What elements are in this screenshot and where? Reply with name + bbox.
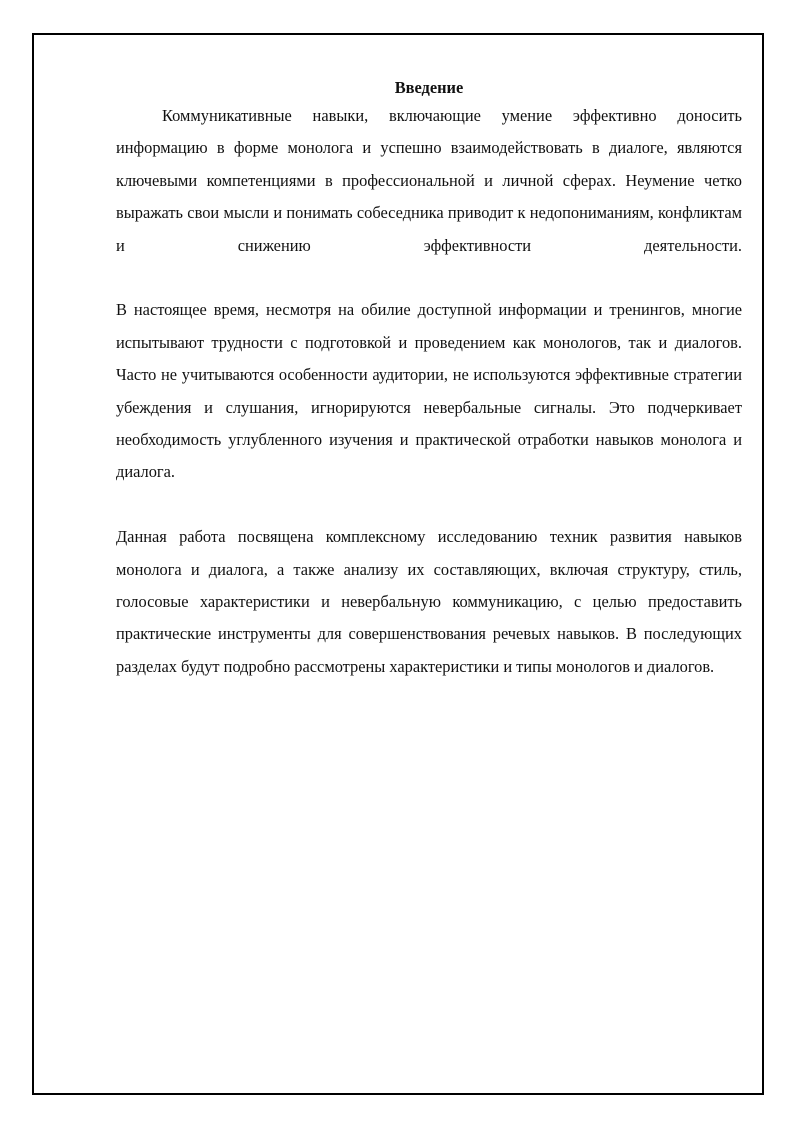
document-body: [116, 76, 742, 683]
paragraph-spacer: [116, 262, 742, 294]
paragraph-3: Данная работа посвящена комплексному исследованию техник развития навыков монолога и диалога, а также анализу их составляющих, включая структуру, стиль, голосовые характеристики и невербальную коммуникацию, с целью предоставить практические инструменты для совершенствования речевых навыков. В последующих разделах будут подробно рассмотрены характеристики и типы монологов и диалогов.: [116, 527, 742, 676]
page-title: Введение: [394, 78, 464, 97]
paragraph-spacer: [116, 489, 742, 521]
paragraph-2: В настоящее время, несмотря на обилие доступной информации и тренингов, многие испытывают трудности с подготовкой и проведением как монологов, так и диалогов. Часто не учитываются особенности аудитории, не используются эффективные стратегии убеждения и слушания, игнорируются невербальные сигналы. Это подчеркивает необходимость углубленного изучения и практической отработки навыков монолога и диалога.: [116, 300, 742, 482]
paragraph-1: Коммуникативные навыки, включающие умение эффективно доносить информацию в форме монолога и успешно взаимодействовать в диалоге, являются ключевыми компетенциями в профессиональной и личной сферах. Неумение четко выражать свои мысли и понимать собеседника приводит к недопониманиям, конфликтам и снижению эффективности деятельности.: [116, 106, 742, 255]
